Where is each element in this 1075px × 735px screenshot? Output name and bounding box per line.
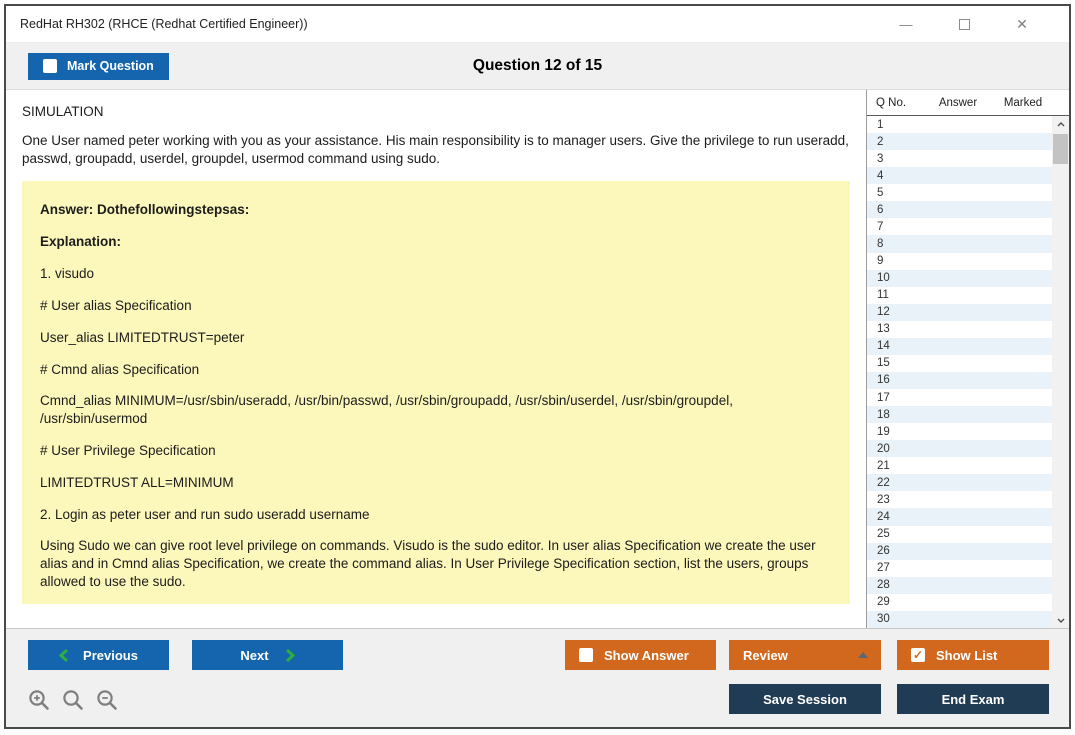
- chevron-left-icon: [59, 648, 69, 663]
- question-list-cell: 14: [877, 340, 890, 353]
- question-list-row[interactable]: [867, 253, 1052, 270]
- question-list-row[interactable]: [867, 560, 1052, 577]
- question-list-row[interactable]: [867, 218, 1052, 235]
- answer-paragraph: # Cmnd alias Specification: [40, 361, 200, 377]
- show-answer-checkbox-icon: [579, 648, 593, 662]
- question-list: [867, 116, 1052, 628]
- question-list-cell: 19: [877, 425, 890, 438]
- question-list-row[interactable]: [867, 474, 1052, 491]
- triangle-up-icon: [858, 652, 868, 658]
- question-list-row[interactable]: [867, 133, 1052, 150]
- question-list-row[interactable]: [867, 389, 1052, 406]
- end-exam-label: End Exam: [941, 691, 1005, 707]
- question-list-row[interactable]: [867, 526, 1052, 543]
- question-list-row[interactable]: [867, 270, 1052, 287]
- question-list-row[interactable]: [867, 423, 1052, 440]
- question-list-cell: 25: [877, 528, 890, 541]
- question-list-cell: 17: [877, 391, 890, 404]
- question-list-cell: 18: [877, 408, 890, 421]
- question-list-cell: 4: [877, 169, 884, 182]
- question-list-header: [867, 90, 1069, 116]
- question-list-cell: 1: [877, 118, 884, 131]
- question-list-cell: 8: [877, 237, 884, 250]
- question-list-row[interactable]: [867, 577, 1052, 594]
- zoom-reset-icon[interactable]: [62, 689, 85, 712]
- answer-paragraph: Using Sudo we can give root level privilege on commands. Visudo is the sudo editor. In user alias Specification we create the user alias and in Cmnd alias Specification, we create the command alias. In User Privilege Specification section, list the users, groups allowed to use the sudo.: [40, 538, 816, 589]
- question-list-row[interactable]: [867, 321, 1052, 338]
- title-bar: [6, 6, 1069, 43]
- column-marked: Marked: [1003, 96, 1043, 109]
- question-list-cell: 13: [877, 323, 890, 336]
- app-window: [4, 4, 1071, 729]
- review-button[interactable]: [729, 640, 881, 670]
- answer-paragraph: User_alias LIMITEDTRUST=peter: [40, 329, 245, 345]
- previous-label: Previous: [83, 647, 138, 663]
- question-pane: [6, 90, 866, 628]
- question-list-cell: 12: [877, 306, 890, 319]
- question-type-label: SIMULATION: [22, 104, 104, 119]
- question-list-cell: 29: [877, 596, 890, 609]
- question-list-row[interactable]: [867, 201, 1052, 218]
- question-counter: Question 12 of 15: [472, 57, 603, 74]
- show-list-checkbox-icon: ✓: [912, 648, 924, 662]
- question-list-cell: 30: [877, 613, 890, 626]
- window-controls: [877, 6, 1051, 42]
- question-list-cell: 2: [877, 135, 884, 148]
- column-answer: Answer: [938, 96, 978, 109]
- minimize-button[interactable]: [877, 6, 935, 42]
- close-button[interactable]: [993, 6, 1051, 42]
- question-list-row[interactable]: [867, 372, 1052, 389]
- question-list-cell: 16: [877, 374, 890, 387]
- question-list-cell: 10: [877, 272, 890, 285]
- question-list-row[interactable]: [867, 611, 1052, 628]
- question-list-row[interactable]: [867, 543, 1052, 560]
- question-list-cell: 28: [877, 579, 890, 592]
- save-session-label: Save Session: [763, 691, 847, 707]
- question-list-cell: 3: [877, 152, 884, 165]
- show-list-label: Show List: [936, 647, 998, 663]
- question-list-scrollbar[interactable]: [1052, 116, 1069, 628]
- question-list-row[interactable]: [867, 355, 1052, 372]
- scroll-up-arrow-icon[interactable]: [1052, 116, 1069, 132]
- question-list-row[interactable]: [867, 406, 1052, 423]
- review-label: Review: [743, 647, 788, 663]
- question-list-cell: 7: [877, 220, 884, 233]
- question-list-cell: 15: [877, 357, 890, 370]
- question-list-row[interactable]: [867, 594, 1052, 611]
- next-button[interactable]: [192, 640, 343, 670]
- question-list-cell: 27: [877, 562, 890, 575]
- answer-box: [22, 181, 850, 604]
- question-list-row[interactable]: [867, 184, 1052, 201]
- maximize-button[interactable]: [935, 6, 993, 42]
- question-list-row[interactable]: [867, 235, 1052, 252]
- question-list-body: [867, 116, 1069, 628]
- question-list-row[interactable]: [867, 150, 1052, 167]
- zoom-toolbar: [28, 689, 119, 712]
- previous-button[interactable]: [28, 640, 169, 670]
- minimize-icon: —: [899, 16, 913, 32]
- close-icon: ✕: [1016, 15, 1028, 32]
- zoom-in-icon[interactable]: [28, 689, 51, 712]
- mark-question-button[interactable]: [28, 53, 169, 80]
- save-session-button[interactable]: [729, 684, 881, 714]
- answer-paragraph: # User Privilege Specification: [40, 442, 216, 458]
- maximize-icon: [959, 19, 970, 30]
- content-area: [6, 90, 1069, 628]
- answer-paragraph: Answer: Dothefollowingstepsas:: [40, 202, 250, 218]
- end-exam-button[interactable]: [897, 684, 1049, 714]
- question-list-row[interactable]: [867, 440, 1052, 457]
- answer-paragraph: 1. visudo: [40, 266, 95, 282]
- question-list-cell: 20: [877, 442, 890, 455]
- scrollbar-thumb[interactable]: [1053, 134, 1068, 164]
- mark-question-label: Mark Question: [67, 59, 154, 73]
- next-label: Next: [240, 647, 269, 663]
- question-list-cell: 22: [877, 476, 890, 489]
- answer-paragraph: Cmnd_alias MINIMUM=/usr/sbin/useradd, /usr/bin/passwd, /usr/sbin/groupadd, /usr/sbin/userdel, /usr/sbin/groupdel, /usr/sbin/usermod: [40, 393, 733, 427]
- window-title: RedHat RH302 (RHCE (Redhat Certified Engineer)): [20, 17, 308, 31]
- answer-paragraph: 2. Login as peter user and run sudo useradd username: [40, 506, 370, 522]
- footer-toolbar: [6, 628, 1069, 727]
- question-list-cell: 5: [877, 186, 884, 199]
- question-list-row[interactable]: [867, 116, 1052, 133]
- question-list-cell: 26: [877, 545, 890, 558]
- question-list-row[interactable]: [867, 491, 1052, 508]
- answer-paragraph: Explanation:: [40, 234, 122, 250]
- question-list-cell: 23: [877, 493, 890, 506]
- show-list-button[interactable]: [897, 640, 1049, 670]
- show-answer-button[interactable]: [565, 640, 716, 670]
- answer-paragraph: # User alias Specification: [40, 297, 192, 313]
- question-list-row[interactable]: [867, 304, 1052, 321]
- question-list-row[interactable]: [867, 287, 1052, 304]
- question-list-cell: 24: [877, 510, 890, 523]
- answer-paragraph: LIMITEDTRUST ALL=MINIMUM: [40, 474, 234, 490]
- question-list-cell: 11: [877, 289, 889, 302]
- question-text: One User named peter working with you as your assistance. His main responsibility is to manager users. Give the privilege to run useradd, passwd, groupadd, userdel, groupdel, usermod command using sudo.: [22, 133, 849, 167]
- chevron-right-icon: [285, 648, 295, 663]
- question-list-row[interactable]: [867, 338, 1052, 355]
- show-answer-label: Show Answer: [604, 647, 689, 663]
- mark-question-checkbox-icon: [43, 59, 57, 73]
- question-list-panel: [866, 90, 1069, 628]
- zoom-out-icon[interactable]: [96, 689, 119, 712]
- question-list-row[interactable]: [867, 508, 1052, 525]
- question-list-cell: 9: [877, 255, 884, 268]
- scroll-down-arrow-icon[interactable]: [1052, 612, 1069, 628]
- question-list-row[interactable]: [867, 167, 1052, 184]
- column-qno: Q No.: [876, 96, 907, 109]
- question-list-cell: 21: [877, 459, 890, 472]
- question-list-cell: 6: [877, 203, 884, 216]
- question-header-band: [6, 43, 1069, 90]
- question-list-row[interactable]: [867, 457, 1052, 474]
